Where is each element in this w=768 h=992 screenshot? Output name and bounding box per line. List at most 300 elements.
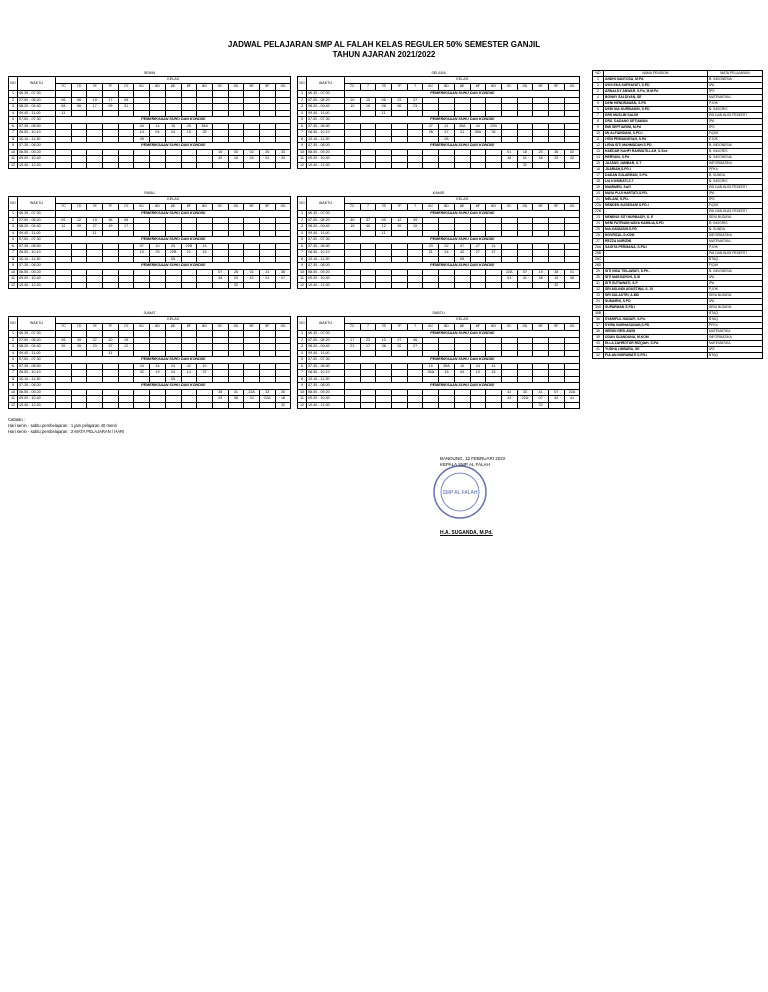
teacher-code-cell bbox=[486, 402, 502, 409]
header-no: NO bbox=[9, 197, 18, 211]
teacher-code-cell: 26 bbox=[71, 344, 87, 351]
period-time: 08.50 - 10.10 bbox=[307, 250, 345, 257]
teacher-subject: IPA bbox=[708, 275, 763, 281]
sign-name: H.A. SUGANDA, M.Pd. bbox=[440, 530, 493, 536]
teacher-code-cell bbox=[134, 402, 150, 409]
period-no: 3 bbox=[9, 224, 18, 231]
teacher-code-cell: 24 bbox=[165, 130, 181, 137]
teacher-code-cell: 27 bbox=[470, 250, 486, 257]
class-header: 8F bbox=[470, 84, 486, 91]
teacher-code-cell: 34 bbox=[150, 363, 166, 370]
teacher-code-cell bbox=[165, 162, 181, 169]
teacher-code-cell: 23 bbox=[392, 97, 408, 104]
period-no: 12 bbox=[9, 402, 18, 409]
teacher-code-cell: 27 bbox=[392, 337, 408, 344]
teacher-subject: IPA bbox=[708, 281, 763, 287]
teacher-code-cell bbox=[150, 162, 166, 169]
class-header: 8C bbox=[423, 324, 439, 331]
period-time: 09.20 - 10.40 bbox=[307, 276, 345, 283]
class-header: 7F bbox=[103, 324, 119, 331]
teacher-code-cell: 27 bbox=[486, 250, 502, 257]
period-time: 08.20 - 09.40 bbox=[307, 224, 345, 231]
teacher-code-cell bbox=[71, 402, 87, 409]
teacher-subject: FIQIH bbox=[708, 263, 763, 269]
teacher-code-cell: 25 bbox=[548, 156, 564, 163]
teacher-code-cell bbox=[71, 282, 87, 289]
teacher-code-cell: 25 bbox=[197, 130, 213, 137]
period-no: 9 bbox=[9, 143, 18, 150]
period-no: 4 bbox=[9, 350, 18, 357]
teacher-code-cell bbox=[56, 282, 72, 289]
teacher-code-cell: 32 bbox=[548, 282, 564, 289]
teacher-code-cell: 41 bbox=[486, 363, 502, 370]
header-waktu: WAKTU bbox=[18, 317, 56, 331]
teacher-code-cell: 26 bbox=[212, 276, 228, 283]
teacher-no: 15 bbox=[593, 161, 604, 167]
class-header: 8D bbox=[150, 324, 166, 331]
teacher-code-cell: 12 bbox=[392, 217, 408, 224]
teacher-code-cell bbox=[439, 402, 455, 409]
teacher-code-cell bbox=[517, 282, 533, 289]
teacher-code-cell bbox=[501, 162, 517, 169]
teacher-code-cell: 36 bbox=[564, 276, 580, 283]
class-header: 9F bbox=[548, 204, 564, 211]
teacher-code-cell bbox=[407, 402, 423, 409]
teacher-code-cell: 02 bbox=[259, 156, 275, 163]
header-no: NO bbox=[298, 317, 307, 331]
teacher-name: MAMIMEN, SAG bbox=[604, 185, 708, 191]
teacher-code-cell: 41 bbox=[533, 389, 549, 396]
teacher-code-cell: 38 bbox=[533, 276, 549, 283]
class-header: 8C bbox=[134, 204, 150, 211]
check-span: PEMERIKSAAN SUHU DAN KONDISI bbox=[56, 237, 291, 244]
class-header: 9F bbox=[548, 84, 564, 91]
teacher-code-cell: 40 bbox=[360, 224, 376, 231]
teacher-code-cell: 02 bbox=[564, 149, 580, 156]
teacher-code-cell: 24 bbox=[134, 363, 150, 370]
teacher-code-cell: 17 bbox=[118, 224, 134, 231]
teacher-code-cell: 32 bbox=[275, 402, 291, 409]
teacher-code-cell: 02 bbox=[392, 344, 408, 351]
teacher-subject: B. INDONESIA bbox=[708, 77, 763, 83]
period-no: 6 bbox=[9, 363, 18, 370]
class-header: 9D bbox=[228, 204, 244, 211]
teacher-code-cell bbox=[470, 162, 486, 169]
teacher-code-cell: 12 bbox=[118, 344, 134, 351]
period-no: 3 bbox=[9, 344, 18, 351]
header-row bbox=[298, 77, 580, 84]
period-time: 08.50 - 10.10 bbox=[18, 250, 56, 257]
period-no: 5 bbox=[298, 237, 307, 244]
header-kelas: KELAS bbox=[345, 197, 580, 204]
teacher-code-cell: 07 bbox=[533, 396, 549, 403]
period-time: 07.30 - 08.00 bbox=[18, 143, 56, 150]
teacher-code-cell bbox=[345, 402, 361, 409]
teacher-no: 26 bbox=[593, 233, 604, 239]
teacher-code-cell: 37 bbox=[197, 370, 213, 377]
teacher-subject: B. INDONESIA bbox=[708, 269, 763, 275]
period-time: 09.40 - 11.00 bbox=[307, 110, 345, 117]
class-header: 7 bbox=[407, 204, 423, 211]
teacher-no: 16 bbox=[593, 167, 604, 173]
teacher-no: 9 bbox=[593, 125, 604, 131]
teacher-subject: IPS bbox=[708, 89, 763, 95]
teacher-code-cell: 06 bbox=[392, 104, 408, 111]
teacher-code-cell: 06 bbox=[118, 217, 134, 224]
teacher-no: 14 bbox=[593, 155, 604, 161]
teacher-code-cell: 38 bbox=[212, 389, 228, 396]
teacher-code-cell: 14 bbox=[197, 243, 213, 250]
teacher-subject: IPS bbox=[708, 197, 763, 203]
teacher-code-cell bbox=[118, 402, 134, 409]
teacher-subject: IPA bbox=[708, 119, 763, 125]
teacher-name: FULAN INDRAWATI S.PD.I bbox=[604, 353, 708, 359]
teacher-code-cell bbox=[165, 282, 181, 289]
teacher-code-cell bbox=[501, 282, 517, 289]
teacher-code-cell bbox=[564, 402, 580, 409]
teacher-code-cell: 22A bbox=[517, 396, 533, 403]
teacher-code-cell bbox=[71, 162, 87, 169]
teacher-code-cell: 10 bbox=[454, 363, 470, 370]
check-span: PEMERIKSAAN SUHU DAN KONDISI bbox=[345, 331, 580, 338]
period-no: 1 bbox=[298, 91, 307, 98]
period-time: 09.20 - 10.40 bbox=[307, 396, 345, 403]
teacher-subject: FIQIH bbox=[708, 203, 763, 209]
class-header: 8D bbox=[439, 204, 455, 211]
period-time: 06.30 - 07.00 bbox=[18, 91, 56, 98]
class-header: 7E bbox=[87, 84, 103, 91]
teacher-name: HERYANI, S.Pd bbox=[604, 155, 708, 161]
class-header: 9G bbox=[564, 84, 580, 91]
teacher-subject: IPS bbox=[708, 125, 763, 131]
schedule-row bbox=[9, 282, 291, 289]
teacher-code-cell: 22A bbox=[244, 389, 260, 396]
class-header: 8G bbox=[197, 204, 213, 211]
teacher-code-cell: 18 bbox=[275, 396, 291, 403]
teacher-code-cell bbox=[87, 402, 103, 409]
teacher-code-cell: 26 bbox=[275, 389, 291, 396]
class-header: 9G bbox=[275, 84, 291, 91]
teacher-code-cell: 25 bbox=[533, 149, 549, 156]
schedule-row bbox=[298, 402, 580, 409]
teacher-code-cell: 42 bbox=[134, 370, 150, 377]
teacher-name: DEDI NIA KURNIADIN, S.PD bbox=[604, 107, 708, 113]
teacher-code-cell: 04 bbox=[134, 123, 150, 130]
class-header: 9G bbox=[275, 204, 291, 211]
class-header: 9F bbox=[259, 324, 275, 331]
teacher-code-cell bbox=[439, 162, 455, 169]
schedule-row bbox=[298, 282, 580, 289]
class-header: 9D bbox=[228, 84, 244, 91]
period-time: 07.30 - 08.00 bbox=[18, 383, 56, 390]
teacher-code-cell: 34 bbox=[470, 123, 486, 130]
class-header: 7E bbox=[87, 324, 103, 331]
notes bbox=[8, 417, 124, 435]
teacher-code-cell: 01 bbox=[517, 156, 533, 163]
teacher-code-cell: 12 bbox=[56, 224, 72, 231]
teacher-subject: INFORMATIKA bbox=[708, 233, 763, 239]
teacher-code-cell: 40 bbox=[345, 217, 361, 224]
teacher-code-cell bbox=[259, 162, 275, 169]
teacher-code-cell bbox=[228, 402, 244, 409]
teacher-code-cell: 26 bbox=[244, 156, 260, 163]
teacher-code-cell: 37 bbox=[407, 97, 423, 104]
teacher-subject: FIQIH bbox=[708, 131, 763, 137]
teacher-code-cell: 26 bbox=[259, 149, 275, 156]
class-header: 7E bbox=[376, 84, 392, 91]
period-no: 8 bbox=[298, 136, 307, 143]
teacher-code-cell bbox=[423, 282, 439, 289]
teacher-code-cell: 38 bbox=[275, 269, 291, 276]
teacher-code-cell: 32 bbox=[228, 282, 244, 289]
teacher-code-cell bbox=[212, 282, 228, 289]
teacher-no: 22B bbox=[593, 209, 604, 215]
teacher-subject: SENI BUDAYA bbox=[708, 293, 763, 299]
period-time: 10.40 - 12.00 bbox=[18, 162, 56, 169]
period-no: 7 bbox=[9, 130, 18, 137]
period-no: 2 bbox=[298, 337, 307, 344]
teacher-name: SUPARMAN S.PD.I bbox=[604, 305, 708, 311]
teacher-code-cell: 22A bbox=[501, 269, 517, 276]
period-time: 09.40 - 11.00 bbox=[307, 230, 345, 237]
period-no: 1 bbox=[298, 211, 307, 218]
teacher-code-cell bbox=[197, 162, 213, 169]
teacher-no: 24 bbox=[593, 221, 604, 227]
teacher-code-cell bbox=[181, 282, 197, 289]
teacher-code-cell: 05 bbox=[439, 136, 455, 143]
period-time: 10.40 - 12.00 bbox=[18, 402, 56, 409]
teacher-name: NOVRIZAL,S.KOM bbox=[604, 233, 708, 239]
teacher-code-cell bbox=[275, 162, 291, 169]
sign-date: BANDUNG, 12 FEBRUARI 2022 bbox=[440, 456, 506, 461]
period-time: 10.40 - 12.00 bbox=[307, 402, 345, 409]
teacher-no: 40 bbox=[593, 341, 604, 347]
teacher-code-cell bbox=[244, 402, 260, 409]
teacher-code-cell: 01 bbox=[244, 269, 260, 276]
period-no: 2 bbox=[298, 217, 307, 224]
teacher-code-cell bbox=[103, 162, 119, 169]
teacher-no: 30 bbox=[593, 275, 604, 281]
teacher-subject: BTAQ bbox=[708, 257, 763, 263]
class-header: 9G bbox=[275, 324, 291, 331]
teacher-code-cell: 23 bbox=[345, 344, 361, 351]
period-time: 07.00 - 07.30 bbox=[307, 237, 345, 244]
teacher-name: JAJANG JAMBAR, S.T bbox=[604, 161, 708, 167]
class-header: 7 bbox=[360, 324, 376, 331]
teacher-name: DENI HENDRAWAN, S.PD bbox=[604, 101, 708, 107]
teacher-code-cell bbox=[407, 162, 423, 169]
day-name: SELASA bbox=[431, 71, 446, 75]
day-block-selasa bbox=[297, 70, 580, 169]
teacher-code-cell bbox=[486, 282, 502, 289]
page-title: JADWAL PELAJARAN SMP AL FALAH KELAS REGULER 50% SEMESTER GANJIL bbox=[227, 40, 541, 49]
class-header: 8C bbox=[134, 84, 150, 91]
teacher-code-cell: 21 bbox=[423, 250, 439, 257]
period-no: 9 bbox=[298, 263, 307, 270]
teacher-subject: PPKn bbox=[708, 323, 763, 329]
check-span: PEMERIKSAAN SUHU DAN KONDISI bbox=[345, 357, 580, 364]
teacher-code-cell: 17 bbox=[103, 97, 119, 104]
day-name: JUMAT bbox=[143, 311, 156, 315]
period-no: 1 bbox=[9, 91, 18, 98]
period-time: 07.30 - 08.00 bbox=[18, 263, 56, 270]
period-time: 08.50 - 10.10 bbox=[307, 130, 345, 137]
period-time: 08.20 - 09.40 bbox=[18, 104, 56, 111]
period-time: 09.20 - 10.40 bbox=[18, 156, 56, 163]
teacher-code-cell: 23 bbox=[87, 344, 103, 351]
header-no: NO bbox=[298, 77, 307, 91]
teacher-name: HAEDAR KAHFI RAHMATILLAH, S.Sos bbox=[604, 149, 708, 155]
teacher-code-cell: 01 bbox=[564, 269, 580, 276]
notes-line-2: Hari senin - sabtu pembelajaran : 2 MATA PELAJARAN / HARI bbox=[8, 429, 125, 434]
teacher-code-cell: 42 bbox=[181, 363, 197, 370]
teacher-name: DADAN SULAEMAN, S.Pd. bbox=[604, 173, 708, 179]
teacher-no: 25 bbox=[593, 227, 604, 233]
class-header: 8F bbox=[181, 324, 197, 331]
teacher-code-cell: 15 bbox=[423, 363, 439, 370]
teacher-code-cell: 23 bbox=[423, 243, 439, 250]
teacher-code-cell: 05 bbox=[165, 376, 181, 383]
period-no: 4 bbox=[298, 350, 307, 357]
teacher-code-cell: 24 bbox=[439, 250, 455, 257]
period-time: 07.00 - 07.30 bbox=[18, 357, 56, 364]
teacher-code-cell: 11 bbox=[376, 110, 392, 117]
check-span: PEMERIKSAAN SUHU DAN KONDISI bbox=[345, 237, 580, 244]
teacher-code-cell: 32 bbox=[517, 162, 533, 169]
teacher-code-cell: 09 bbox=[103, 104, 119, 111]
teacher-row bbox=[593, 353, 763, 359]
teacher-code-cell bbox=[87, 162, 103, 169]
class-header: 9F bbox=[259, 84, 275, 91]
teacher-subject: BTAQ bbox=[708, 317, 763, 323]
teacher-code-cell bbox=[360, 282, 376, 289]
teacher-code-cell: 05 bbox=[165, 256, 181, 263]
teacher-code-cell: 16 bbox=[345, 224, 361, 231]
class-header: 9F bbox=[259, 204, 275, 211]
teacher-code-cell bbox=[56, 162, 72, 169]
check-span: PEMERIKSAAN SUHU DAN KONDISI bbox=[56, 117, 291, 124]
teacher-header-no: NO bbox=[593, 71, 604, 77]
period-no: 8 bbox=[298, 256, 307, 263]
teacher-code-cell: 37 bbox=[103, 344, 119, 351]
period-no: 4 bbox=[9, 230, 18, 237]
teacher-name: DRS. DADANG SETIAWAN bbox=[604, 119, 708, 125]
period-no: 7 bbox=[298, 130, 307, 137]
teacher-code-cell: 01 bbox=[259, 276, 275, 283]
teacher-code-cell: 31 bbox=[118, 104, 134, 111]
teacher-code-cell: 41 bbox=[517, 276, 533, 283]
teacher-no: 37 bbox=[593, 323, 604, 329]
teacher-name: SYARIFUL HANAFI, S.Pd. bbox=[604, 317, 708, 323]
teacher-code-cell bbox=[212, 402, 228, 409]
teacher-name: EMI SEPTIARINI, M.Pd bbox=[604, 125, 708, 131]
teacher-code-cell: 10 bbox=[376, 337, 392, 344]
teacher-no: 7 bbox=[593, 113, 604, 119]
teacher-no: 2 bbox=[593, 83, 604, 89]
teacher-code-cell: 34 bbox=[486, 130, 502, 137]
teacher-no: 28A bbox=[593, 245, 604, 251]
period-time: 07.30 - 08.00 bbox=[307, 263, 345, 270]
teacher-code-cell: 35A bbox=[423, 370, 439, 377]
period-no: 6 bbox=[9, 123, 18, 130]
period-no: 10 bbox=[298, 269, 307, 276]
teacher-code-cell: 33 bbox=[259, 389, 275, 396]
teacher-name: SITI NISA TSILAWATI, S.PK. bbox=[604, 269, 708, 275]
teacher-name: IYEN PRIDIANSYAH, S.Pd bbox=[604, 137, 708, 143]
class-header: 9C bbox=[501, 324, 517, 331]
teacher-code-cell bbox=[360, 162, 376, 169]
period-time: 08.20 - 09.40 bbox=[18, 224, 56, 231]
class-header: 7C bbox=[345, 84, 361, 91]
teacher-code-cell: 10 bbox=[345, 97, 361, 104]
teacher-no: 28D bbox=[593, 263, 604, 269]
header-waktu: WAKTU bbox=[18, 197, 56, 211]
teacher-code-cell: 07 bbox=[212, 269, 228, 276]
teacher-code-cell: 39 bbox=[392, 224, 408, 231]
class-header: 8C bbox=[423, 204, 439, 211]
teacher-code-cell: 21 bbox=[486, 243, 502, 250]
teacher-code-cell: 24 bbox=[486, 370, 502, 377]
period-no: 3 bbox=[9, 104, 18, 111]
header-waktu: WAKTU bbox=[307, 197, 345, 211]
period-time: 07.30 - 08.50 bbox=[18, 123, 56, 130]
period-time: 10.10 - 11.30 bbox=[307, 376, 345, 383]
period-no: 9 bbox=[9, 263, 18, 270]
teacher-name: BONNY SALDIYAN, SE bbox=[604, 95, 708, 101]
period-no: 6 bbox=[298, 123, 307, 130]
period-time: 07.00 - 08.20 bbox=[18, 337, 56, 344]
period-no: 2 bbox=[9, 97, 18, 104]
teacher-code-cell: 17 bbox=[87, 104, 103, 111]
period-time: 06.30 - 07.00 bbox=[18, 331, 56, 338]
period-time: 09.20 - 10.40 bbox=[18, 276, 56, 283]
class-header: 7G bbox=[118, 84, 134, 91]
teacher-code-cell: 25 bbox=[150, 250, 166, 257]
teacher-name: MAYA PUJI HARTATI,S.PD. bbox=[604, 191, 708, 197]
teacher-code-cell: 10 bbox=[134, 250, 150, 257]
teacher-code-cell: 19 bbox=[87, 97, 103, 104]
teacher-subject: PAI DAN BUDI PEKERTI bbox=[708, 113, 763, 119]
teacher-code-cell: 04 bbox=[150, 130, 166, 137]
teacher-code-cell: 26 bbox=[56, 337, 72, 344]
teacher-code-cell bbox=[533, 282, 549, 289]
class-header: 8E bbox=[454, 84, 470, 91]
period-no: 11 bbox=[298, 276, 307, 283]
period-time: 08.20 - 09.40 bbox=[307, 344, 345, 351]
teacher-code-cell: 38 bbox=[548, 269, 564, 276]
period-time: 07.00 - 07.30 bbox=[307, 117, 345, 124]
check-span: PEMERIKSAAN SUHU DAN KONDISI bbox=[56, 357, 291, 364]
class-header: 7C bbox=[56, 204, 72, 211]
teacher-code-cell: 30 bbox=[212, 156, 228, 163]
teacher-code-cell: 21 bbox=[181, 250, 197, 257]
teacher-subject: BTAQ bbox=[708, 353, 763, 359]
period-no: 11 bbox=[9, 156, 18, 163]
teacher-code-cell: 10 bbox=[103, 337, 119, 344]
teacher-header-subject: MATA PELAJARAN bbox=[708, 71, 763, 77]
class-header: 7 bbox=[407, 324, 423, 331]
class-header: 9G bbox=[564, 324, 580, 331]
day-table bbox=[8, 76, 291, 169]
teacher-code-cell: 08 bbox=[71, 97, 87, 104]
teacher-subject: MATEMATIKA bbox=[708, 341, 763, 347]
teacher-code-cell: 30 bbox=[228, 149, 244, 156]
teacher-code-cell: 21 bbox=[454, 130, 470, 137]
teacher-subject: PAI DAN BUDI PEKERTI bbox=[708, 209, 763, 215]
teacher-code-cell bbox=[134, 282, 150, 289]
teacher-code-cell: 27 bbox=[470, 243, 486, 250]
teacher-code-cell bbox=[548, 162, 564, 169]
